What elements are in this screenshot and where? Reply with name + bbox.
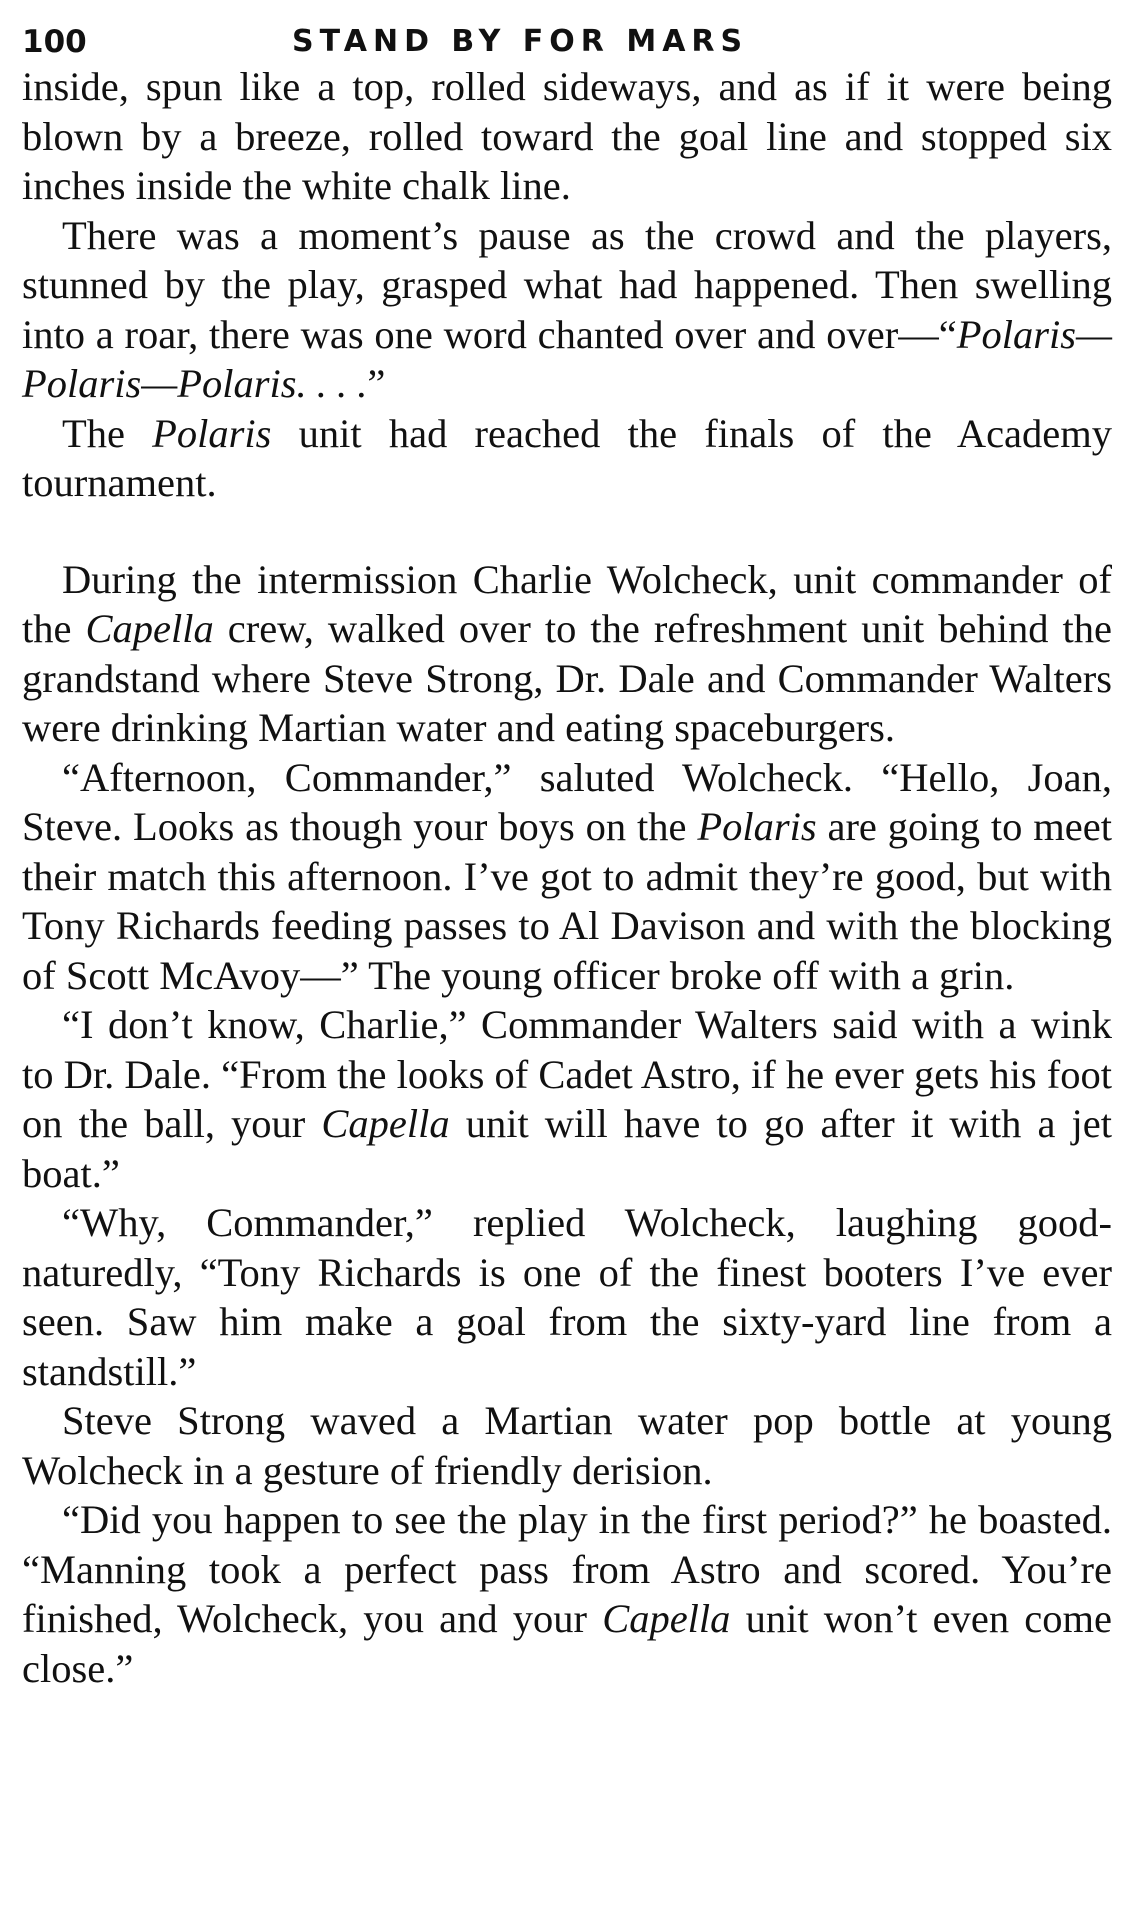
- paragraph: [22, 211, 1112, 409]
- paragraph: [22, 62, 1112, 211]
- paragraph: [22, 1198, 1112, 1396]
- running-head: STAND BY FOR MARS: [292, 24, 749, 59]
- italic-text: Polaris: [152, 410, 272, 456]
- paragraph: [22, 1396, 1112, 1495]
- text-run: “Afternoon, Commander,” saluted Wolcheck. “Hello, Joan, Steve. Looks as though your boys on the: [22, 754, 1112, 849]
- italic-text: Capella: [602, 1596, 731, 1641]
- text-run: There was a moment’s pause as the crowd and the players, stunned by the play, grasped what had happened. Then swelling into a roar, there was one word chanted over and over—“: [22, 212, 1112, 357]
- paragraph: [22, 1495, 1112, 1693]
- text-run: inside, spun like a top, rolled sideways, and as if it were being blown by a breeze, rolled toward the goal line and stopped six inches inside the white chalk line.: [22, 64, 1112, 208]
- text-run: unit won’t even come close.”: [22, 1596, 1112, 1691]
- text-run: “I don’t know, Charlie,” Commander Walters said with a wink to Dr. Dale. “From the looks of Cadet Astro, if he ever gets his foot on the ball, your: [22, 1002, 1112, 1146]
- text-run: The: [62, 410, 153, 456]
- paragraph: [22, 555, 1112, 753]
- text-run: During the intermission Charlie Wolcheck, unit commander of the: [22, 556, 1112, 651]
- paragraph: [22, 753, 1112, 1001]
- body-text: [22, 62, 1112, 1693]
- page-number: 100: [22, 24, 87, 60]
- text-run: are going to meet their match this afternoon. I’ve got to admit they’re good, but with Tony Richards feeding passes to Al Davison and with the blocking of Scott McAvoy—” The young officer broke off with a grin.: [22, 804, 1112, 998]
- section-break: [22, 508, 1112, 555]
- text-run: Steve Strong waved a Martian water pop bottle at young Wolcheck in a gesture of friendly derision.: [22, 1398, 1112, 1493]
- page-header: [22, 14, 1112, 62]
- italic-text: Polaris: [697, 804, 817, 849]
- text-run: unit will have to go after it with a jet boat.”: [22, 1101, 1112, 1196]
- text-run: ”: [367, 361, 386, 406]
- paragraph: [22, 409, 1112, 508]
- text-run: crew, walked over to the refreshment unit behind the grandstand where Steve Strong, Dr. Dale and Commander Walters were drinking Martian water and eating spaceburgers.: [22, 606, 1112, 750]
- italic-text: Polaris—Polaris—Polaris. . . .: [22, 311, 1112, 406]
- italic-text: Capella: [85, 606, 214, 651]
- text-run: “Why, Commander,” replied Wolcheck, laughing good-naturedly, “Tony Richards is one of the finest booters I’ve ever seen. Saw him make a goal from the sixty-yard line from a standstill.”: [22, 1200, 1112, 1394]
- italic-text: Capella: [321, 1101, 450, 1146]
- text-run: unit had reached the finals of the Academy tournament.: [22, 410, 1113, 505]
- book-page: [22, 14, 1112, 1693]
- text-run: “Did you happen to see the play in the first period?” he boasted. “Manning took a perfect pass from Astro and scored. You’re finished, Wolcheck, you and your: [22, 1497, 1112, 1641]
- paragraph: [22, 1000, 1112, 1198]
